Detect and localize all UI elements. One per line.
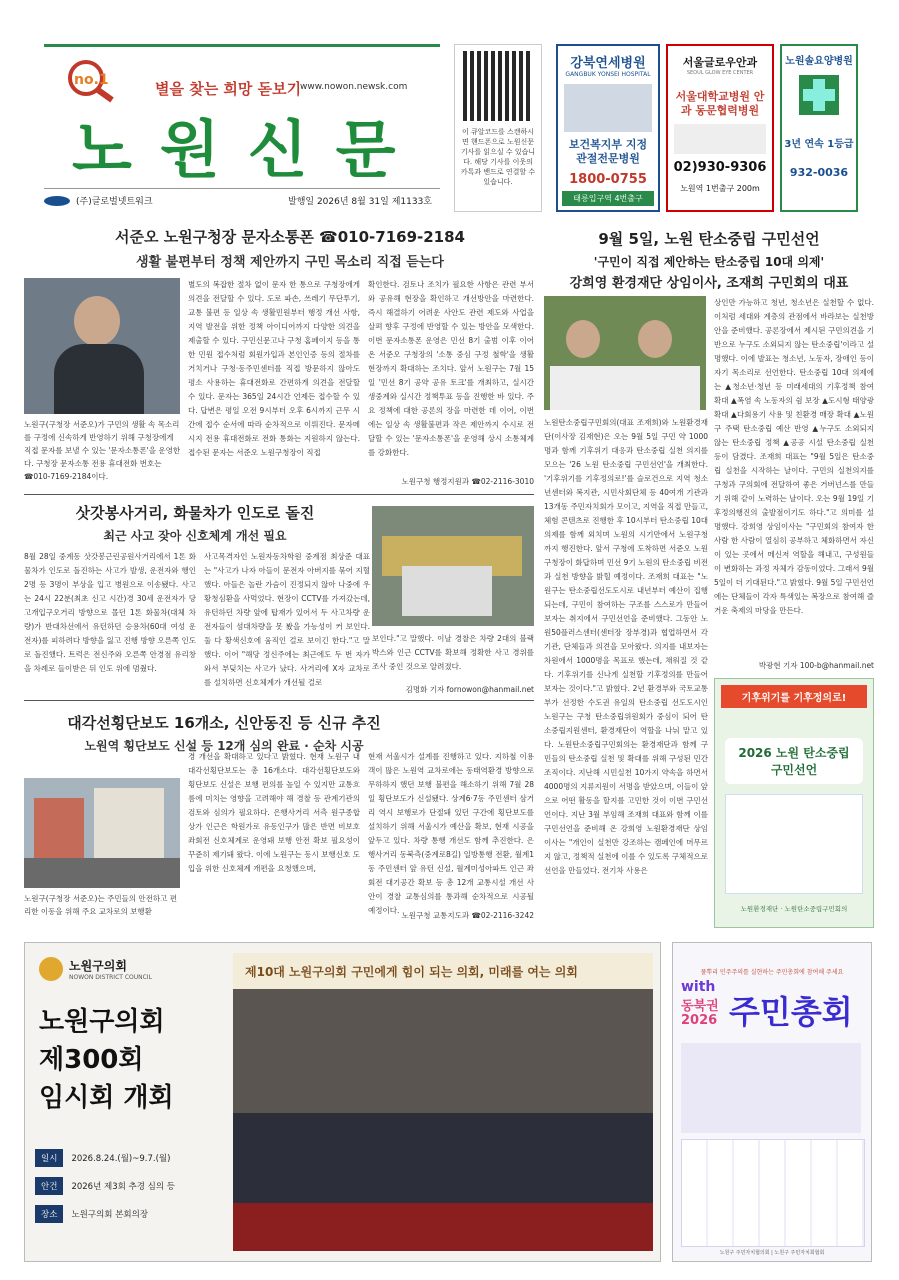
poster-schedule bbox=[725, 794, 863, 894]
ad2-name: 서울글로우안과 bbox=[682, 56, 758, 69]
poster-title: 주민총회 bbox=[729, 993, 853, 1031]
article1-col1: 별도의 복잡한 절차 없이 문자 한 통으로 구청장에게 의견을 전달할 수 있다. 도로 파손, 쓰레기 무단투기, 교통 불편 등 일상 속 생활민원부터 행정 개선 사항, 지역 발전을 위한 정책 아이디어까지 다양한 의견을 제출할 수 있다. 구민신문고나 구청 홈페이지 등을 통한 민원 접수처럼 회원가입과 본인인증 등의 절차를 거치거나 구청·동주민센터를 직접 방문하지 않아도 평소 사용하는 휴대전화로 간편하게 의견을 전달할 수 있다. 문자는 365일 24시간 언제든 접수할 수 있다. 답변은 평일 오전 9시부터 오후 6시까지 근무 시간에 접수 순서에 따라 순차적으로 이뤄진다. 문자메시지 전용 휴대전화로 전화 통화는 지원하지 않는다. 접수된 문자는 서준오 노원구청장이 직접 bbox=[188, 280, 360, 457]
article4-photo bbox=[24, 778, 180, 888]
publisher: (주)글로벌넷트워크 bbox=[76, 197, 153, 207]
article4-col2: 현재 서울시가 설계를 진행하고 있다. 지하철 이용객이 많은 노원역 교차로에는 동태역환경 방향으로 무하하지 했던 보행 불편을 해소하기 위해 7월 28일 횡단보도가 신설됐다. 상계6·7동 주민센터 삼거리 역시 보행로가 단절돼 있던 구간에 횡단보도를 설치하기 위해 서울시가 예산을 확보, 현재 시공을 앞두고 있다. 차량 통행 개선도 함께 추진한다. 은행사거리 동북측(중계로8길) 일방통행 전환, 월계1동 주민센터 앞 유턴 신설, 월계미성아파트 인근 좌회전 대기공간 확보 등 총 12개 교통시설 개선 사안이 경찰 교통심의를 통과해 순차적으로 시공될 예정이다. bbox=[368, 752, 534, 915]
poster-title: 2026 노원 탄소중립 구민선언 bbox=[725, 738, 863, 784]
magnifier-logo-icon bbox=[60, 58, 118, 102]
article3-col2: 사고목격자인 노원자동차학원 중계점 최상준 대표는 "사고가 나자 아들이 문전자 아버지를 묶어 지혈했다. 아들은 놀란 가슴이 진정되지 않아 나중에 우황청심환을 사먹었다. 현장이 CCTV를 가져갔는데, 유턴하던 차량 앞에 탑재가 있어서 두 사고차량 운전자들이 섬대차량을 못 봤을 가능성이 커 보인다. 둘 다 황색신호에 움직인 걸로 보이긴 한다."고 말했다. 이어 "해당 정신주에는 최근에도 두 번 자가 와서 부딪치는 사고가 났다. 사거리에 X자 교차로를 설치하면 신호체계가 개선될 걸로 bbox=[204, 552, 370, 687]
slogan: 별을 찾는 희망 돋보기 bbox=[155, 80, 302, 98]
council-ad[interactable] bbox=[24, 942, 661, 1262]
article4-col1: 경 개선을 확대하고 있다고 밝혔다. 현재 노원구 내 대각선횡단보도는 총 16개소다. 대각선횡단보도와 횡단보도 신설은 보행 편의를 높일 수 있지만 교통흐름에 미치는 영향을 고려해야 해 경찰 등 관계기관의 검토와 심의가 필요하다. 은행사거리 서측 원구종합상가 인근은 학원가로 유동인구가 많은 반면 비보호 좌회전 신호체계로 운영돼 보행 안전 확보 필요성이 꾸준히 제기돼 왔다. 이에 노원구는 동시 보행신호 도입을 위한 신호체계 개편을 요청했으며, bbox=[188, 752, 360, 873]
divider bbox=[24, 700, 534, 701]
masthead-bar bbox=[44, 188, 440, 212]
ad1-tag: 보건복지부 지정 관절전문병원 bbox=[568, 138, 648, 165]
info-value: 2026년 제3회 추경 심의 등 bbox=[71, 1182, 175, 1192]
council-group-photo bbox=[233, 953, 653, 1251]
info-value: 노원구의회 본회의장 bbox=[71, 1210, 149, 1220]
article2-subtitle1: '구민이 직접 제안하는 탄소중립 10대 의제' bbox=[593, 255, 825, 269]
info-label: 장소 bbox=[35, 1205, 63, 1223]
resident-assembly-poster[interactable] bbox=[672, 942, 872, 1262]
article3-col3: 보인다."고 말했다. 이날 경찰은 차량 2대의 블랙박스와 인근 CCTV를 확보해 정확한 사고 경위를 조사 중인 것으로 알려졌다. bbox=[372, 634, 534, 671]
svg-text:no.1: no.1 bbox=[74, 72, 109, 88]
article1-caption: 노원구(구청장 서준오)가 구민의 생활 속 목소리를 구정에 신속하게 반영하기 위해 구청장에게 직접 문자를 보낼 수 있는 '문자소통폰'을 운영한다. 구청장 문자소통 전용 휴대전화 번호는 ☎010-7169-2184이다. bbox=[24, 420, 181, 481]
council-emblem-icon bbox=[39, 957, 63, 981]
ad3-phone: 932-0036 bbox=[789, 166, 849, 179]
article2-byline: 박광현 기자 100-b@hanmail.net bbox=[758, 661, 874, 670]
poster-year: 2026 bbox=[681, 1013, 718, 1028]
cross-icon bbox=[799, 75, 839, 115]
poster-with: with bbox=[681, 979, 716, 995]
article3-title: 삿갓봉사거리, 화물차가 인도로 돌진 bbox=[75, 504, 315, 522]
article3-subtitle: 최근 사고 잦아 신호체계 개선 필요 bbox=[103, 529, 287, 543]
poster-line1: 동북권 bbox=[681, 999, 719, 1014]
ad2-loc: 노원역 1번출구 200m bbox=[680, 184, 760, 193]
poster-headline: 기후위기를 기후정의로! bbox=[721, 685, 867, 708]
ad3-tag: 3년 연속 1등급 bbox=[784, 139, 854, 150]
ad-hospital-3[interactable] bbox=[780, 44, 858, 212]
article4-subtitle: 노원역 횡단보도 신설 등 12개 심의 완료 · 순차 시공 bbox=[84, 739, 364, 753]
ad2-text-block bbox=[674, 124, 766, 154]
ad1-loc: 태릉입구역 4번출구 bbox=[562, 191, 654, 206]
article4-caption: 노원구(구청장 서준오)는 주민들의 안전하고 편리한 이동을 위해 주요 교차로의 보행환 bbox=[24, 894, 178, 916]
article2-col1: 노원탄소중립구민회의(대표 조재희)와 노원환경재단(이사장 김재현)은 오는 9월 5일 구민 약 1000명과 함께 기후위기 대응과 탄소중립 실천 의지를 모으는 '26 노원 탄소중립 구민선언'을 개최한다. '기후위기를 기후정의로!'를 슬로건으로 지역 청소년센터와 복지관, 시민사회단체 등 40여개 기관과 13개동 주민자치회가 모이고, 지역을 직접 만들고, 체험 콘텐츠로 진행한 후 10시부터 탄소중립 10대 의제를 함께 외치며 노원의 시기만에서 노원구청까지 행진한다. 앞서 구청에 도착하면 서준오 노원구청장이 화답하며 민선 9기 노원의 탄소중립 비전과 실천 방향을 밝힐 예정이다. 조재희 대표는 "노원구는 탄소중립선도도시로 내년부터 예산이 집행되는데, 구민이 참여하는 구조를 스스로가 만들어 보자는 취지에서 구민선언을 준비했다. 그동안 노원50플러스센터(센터장 장부경)과 협업하면서 각 기관, 단체들과 의견을 모아왔다. 의지를 내보자는 차원에서 1000명을 목표로 했는데, 채워질 것 같다. 기후위기를 신나게 실천할 기후정의를 만들어 보자는 것이다."고 밝혔다. 2년 환경부와 국토교통부가 선정한 수도권 유일의 탄소중립 선도도시인 노원구는 구청 탄소중립위원회가 중심이 되어 탄소중립지원센터, 환경재단이 역할을 나눠 맡고 있다. 노원탄소중립구민회의는 환경재단과 함께 구민들의 탄소중립 실천 및 확대를 위해 구성된 민간조직이다. 지난해 시민실천 10가지 약속을 하면서 4000명의 지류지원이 서명을 받았으며, 이들이 앞으로 어떤 활동을 할지를 고민한 것이 이번 구민선언이다. 지난 3월 부임해 조재희 대표와 함께 이를 구민선언을 준비해 온 강희영 노원환경재단 상임이사는 "개인이 실천만 강조하는 캠페인에 머무르지 않고, 정책적 실천에 이를 수 있도록 구체적으로 선언을 만들었다. 전기차 사용은 bbox=[544, 418, 708, 875]
ad-hospital-1[interactable] bbox=[556, 44, 660, 212]
article1-byline: 노원구청 행정지원과 ☎02-2116-3010 bbox=[401, 477, 534, 486]
newspaper-title: 노원신문 bbox=[72, 113, 424, 186]
info-value: 2026.8.24.(월)~9.7.(월) bbox=[71, 1154, 171, 1164]
poster-illustration bbox=[681, 1043, 861, 1133]
qr-caption: 이 큐알코드를 스캔하시면 핸드폰으로 노원신문 기사를 읽으실 수 있습니다. 해당 기사를 이웃의 카톡과 밴드로 연결할 수 있습니다. bbox=[460, 128, 536, 186]
divider bbox=[24, 494, 534, 495]
ad3-name: 노원솔요양병원 bbox=[785, 56, 853, 67]
issue-info: 발행일 2026년 8월 31일 제1133호 bbox=[288, 197, 432, 207]
ad1-phone: 1800-0755 bbox=[569, 172, 647, 187]
article2-title: 9월 5일, 노원 탄소중립 구민선언 bbox=[598, 230, 820, 248]
globe-icon bbox=[44, 196, 70, 206]
council-headline-2: 제300회 bbox=[39, 1045, 144, 1075]
poster-footer: 노원환경재단 · 노원탄소중립구민회의 bbox=[740, 905, 848, 913]
article1-photo bbox=[24, 278, 180, 414]
council-banner: 제10대 노원구의회 구민에게 힘이 되는 의회, 미래를 여는 의회 bbox=[233, 953, 653, 989]
council-headline-1: 노원구의회 bbox=[39, 1007, 165, 1037]
article2-photo bbox=[544, 296, 706, 410]
article1-title: 서준오 노원구청장 문자소통폰 ☎010-7169-2184 bbox=[115, 228, 465, 246]
ad2-phone: 02)930-9306 bbox=[673, 160, 767, 175]
ad2-sub: SEOUL GLOW EYE CENTER bbox=[686, 70, 754, 76]
poster-top: 풀뿌리 민주주의를 실현하는 주민총회에 참여해 주세요 bbox=[700, 969, 844, 976]
council-info-table bbox=[35, 1149, 227, 1223]
article4-byline: 노원구청 교통지도과 ☎02-2116-3242 bbox=[401, 911, 534, 920]
masthead-rule bbox=[44, 44, 440, 47]
article4-title: 대각선횡단보도 16개소, 신안동진 등 신규 추진 bbox=[67, 714, 381, 732]
ad2-tag: 서울대학교병원 안과 동문협력병원 bbox=[675, 90, 765, 117]
info-label: 일시 bbox=[35, 1149, 63, 1167]
poster-footer: 노원구 주민자치협의회 | 노원구 주민자치회협회 bbox=[719, 1250, 825, 1256]
council-org: 노원구의회 bbox=[69, 959, 127, 973]
article2-col2: 상인만 가능하고 청년, 청소년은 실천할 수 없다. 이처럼 세대와 계층의 관점에서 바라보는 실천방안을 준비했다. 공론장에서 제시된 구민의견을 기반으로 누구도 소외되지 않는 탄소중립'이라고 설명했다. 이에 발표는 청소년, 노동자, 장애인 등이 자기 목소리로 선언한다. 탄소중립 10대 의제에는 ▲청소년·청년 등 미래세대의 기후정책 참여 확대 ▲폭염 속 노동자의 쉼 보장 ▲도시형 태양광 확대 ▲다회용기 사용 및 친환경 매장 확대 ▲노원구 주택 탄소중립 예산 반영 ▲누구도 소외되지 않는 탄소중립 정책 ▲공공 시설 탄소중립 실천 등이 담겼다. 조재희 대표는 "9월 5일은 탄소중립 실천을 시작하는 날이다. 구민의 실천의지를 구청과 구의회에 전달하여 좋은 거버넌스를 만들기 위해 같이 노력하는 날이다. 오는 9월 19일 기후정의행진의 출발점이기도 하다."고 의미를 설명했다. 강희영 상임이사는 "구민회의 참여자 한 사람 한 사람이 열심히 공부하고 체화하면서 자신이 있는 곳에서 메신저 역할을 해내고, 구성원들이 변화하는 과정 자체가 감동이었다. 그래서 9월 5일이 더 기대된다."고 밝혔다. 9월 5일 구민선언에는 단체들이 각자 특색있는 복장으로 참여해 즐거운 축제의 마당을 만든다. bbox=[714, 298, 875, 615]
article1-col2: 확인한다. 검토나 조치가 필요한 사항은 관련 부서와 공유해 현장을 확인하고 개선방안을 마련한다. 즉시 해결하기 어려운 사안도 관련 제도와 사업을 살펴 향후 구정에 반영할 수 있는 방안을 모색한다. 이번 문자소통폰 운영은 민선 8기 출범 이후 이어온 서준오 구청장의 '소통 중심 구정 철학'을 생활 현장까지 확대하는 조치다. 앞서 노원구는 7월 15일 '민선 8기 공약 공유 토크'를 개최하고, 실시간 생중계와 실시간 정책투표 등을 진행한 바 있다. 주요 정책에 대한 공론의 장을 마련한 데 이어, 이번에는 일상 속 생활불편과 작은 제안까지 수시로 전달할 수 있는 '문자소통폰'을 운영해 상시 소통체계를 강화한다. bbox=[368, 280, 534, 457]
info-label: 안건 bbox=[35, 1177, 63, 1195]
article3-col1: 8월 28일 중계동 삿갓봉근린공원사거리에서 1톤 화물차가 인도로 돌진하는 사고가 발생, 운전자와 행인 2명 등 3명이 부상을 입고 병원으로 이송됐다. 사고는 24시 22분(최초 신고 시간)경 30세 운전자가 당고개입구오거리 방향으로 몰던 1톤 화물차(대체 차량)가 반대차선에서 유턴하던 승용차(60대 여성 운전자)를 피하려다 방향을 잃고 진행 방향 오른쪽 인도로 돌진했다. 트럭은 전신주와 오른쪽 안경점 유리창을 차례로 들이받은 뒤 인도 위에 멈췄다. bbox=[24, 552, 196, 673]
article1-subtitle: 생활 불편부터 정책 제안까지 구민 목소리 직접 듣는다 bbox=[136, 255, 444, 270]
article3-byline: 김명화 기자 fornowon@hanmail.net bbox=[405, 685, 534, 694]
qr-code-icon[interactable] bbox=[463, 51, 533, 121]
article3-photo bbox=[372, 506, 534, 626]
ad-hospital-2[interactable] bbox=[666, 44, 774, 212]
poster-schedule-grid bbox=[681, 1139, 865, 1247]
site-url[interactable]: www.nowon.newsk.com bbox=[300, 82, 408, 92]
ad1-photo bbox=[564, 84, 652, 132]
qr-box bbox=[454, 44, 542, 212]
climate-poster bbox=[714, 678, 874, 928]
ad1-name: 강북연세병원 bbox=[570, 56, 646, 71]
council-headline-3: 임시회 개회 bbox=[39, 1083, 174, 1113]
council-org-en: NOWON DISTRICT COUNCIL bbox=[69, 974, 152, 981]
article2-subtitle2: 강희영 환경재단 상임이사, 조재희 구민회의 대표 bbox=[569, 276, 849, 291]
ad1-sub: GANGBUK YONSEI HOSPITAL bbox=[565, 71, 651, 78]
